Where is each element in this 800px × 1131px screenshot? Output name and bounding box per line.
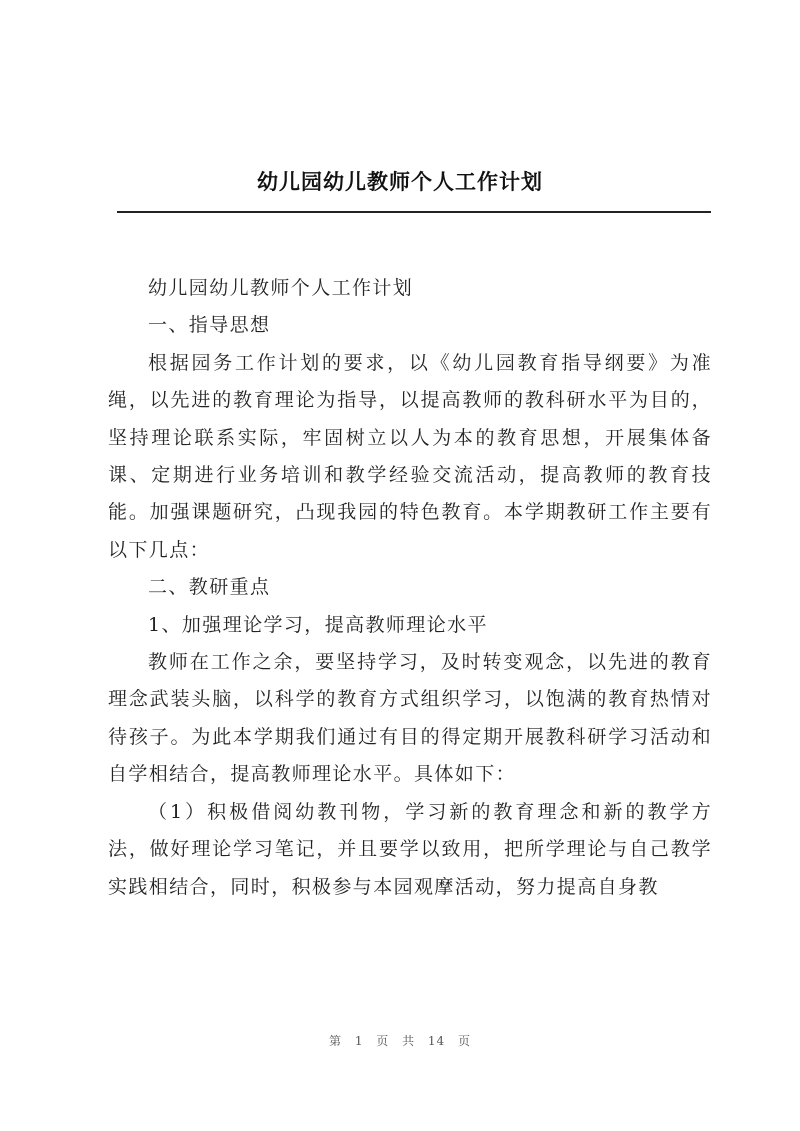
- paragraph-theory-study: 教师在工作之余，要坚持学习，及时转变观念，以先进的教育理念武装头脑，以科学的教育方式组织学习，以饱满的教育热情对待孩子。为此本学期我们通过有目的得定期开展教科研学习活动和自学相结合，提高教师理论水平。具体如下：: [108, 651, 712, 786]
- paragraph-guiding-ideology: 根据园务工作计划的要求，以《幼儿园教育指导纲要》为准绳，以先进的教育理论为指导，以提高教师的教科研水平为目的，坚持理论联系实际，牢固树立以人为本的教育思想，开展集体备课、定期进行业务培训和教学经验交流活动，提高教师的教育技能。加强课题研究，凸现我园的特色教育。本学期教研工作主要有以下几点：: [108, 351, 712, 561]
- section-heading-research-focus: 二、教研重点: [148, 576, 271, 599]
- page-number-footer: 第 1 页 共 14 页: [329, 1034, 471, 1048]
- document-body: [108, 270, 712, 906]
- paragraph-heading: 幼儿园幼儿教师个人工作计划: [148, 277, 414, 299]
- subheading-theory-study: 1、加强理论学习，提高教师理论水平: [148, 613, 488, 636]
- document-title: 幼儿园幼儿教师个人工作计划: [257, 169, 543, 194]
- paragraph-item-1: （1）积极借阅幼教刊物，学习新的教育理念和新的教学方法，做好理论学习笔记，并且要学以致用，把所学理论与自己教学实践相结合，同时，积极参与本园观摩活动，努力提高自身教: [108, 800, 712, 898]
- section-heading-guiding-ideology: 一、指导思想: [148, 314, 271, 337]
- title-divider: [117, 211, 711, 213]
